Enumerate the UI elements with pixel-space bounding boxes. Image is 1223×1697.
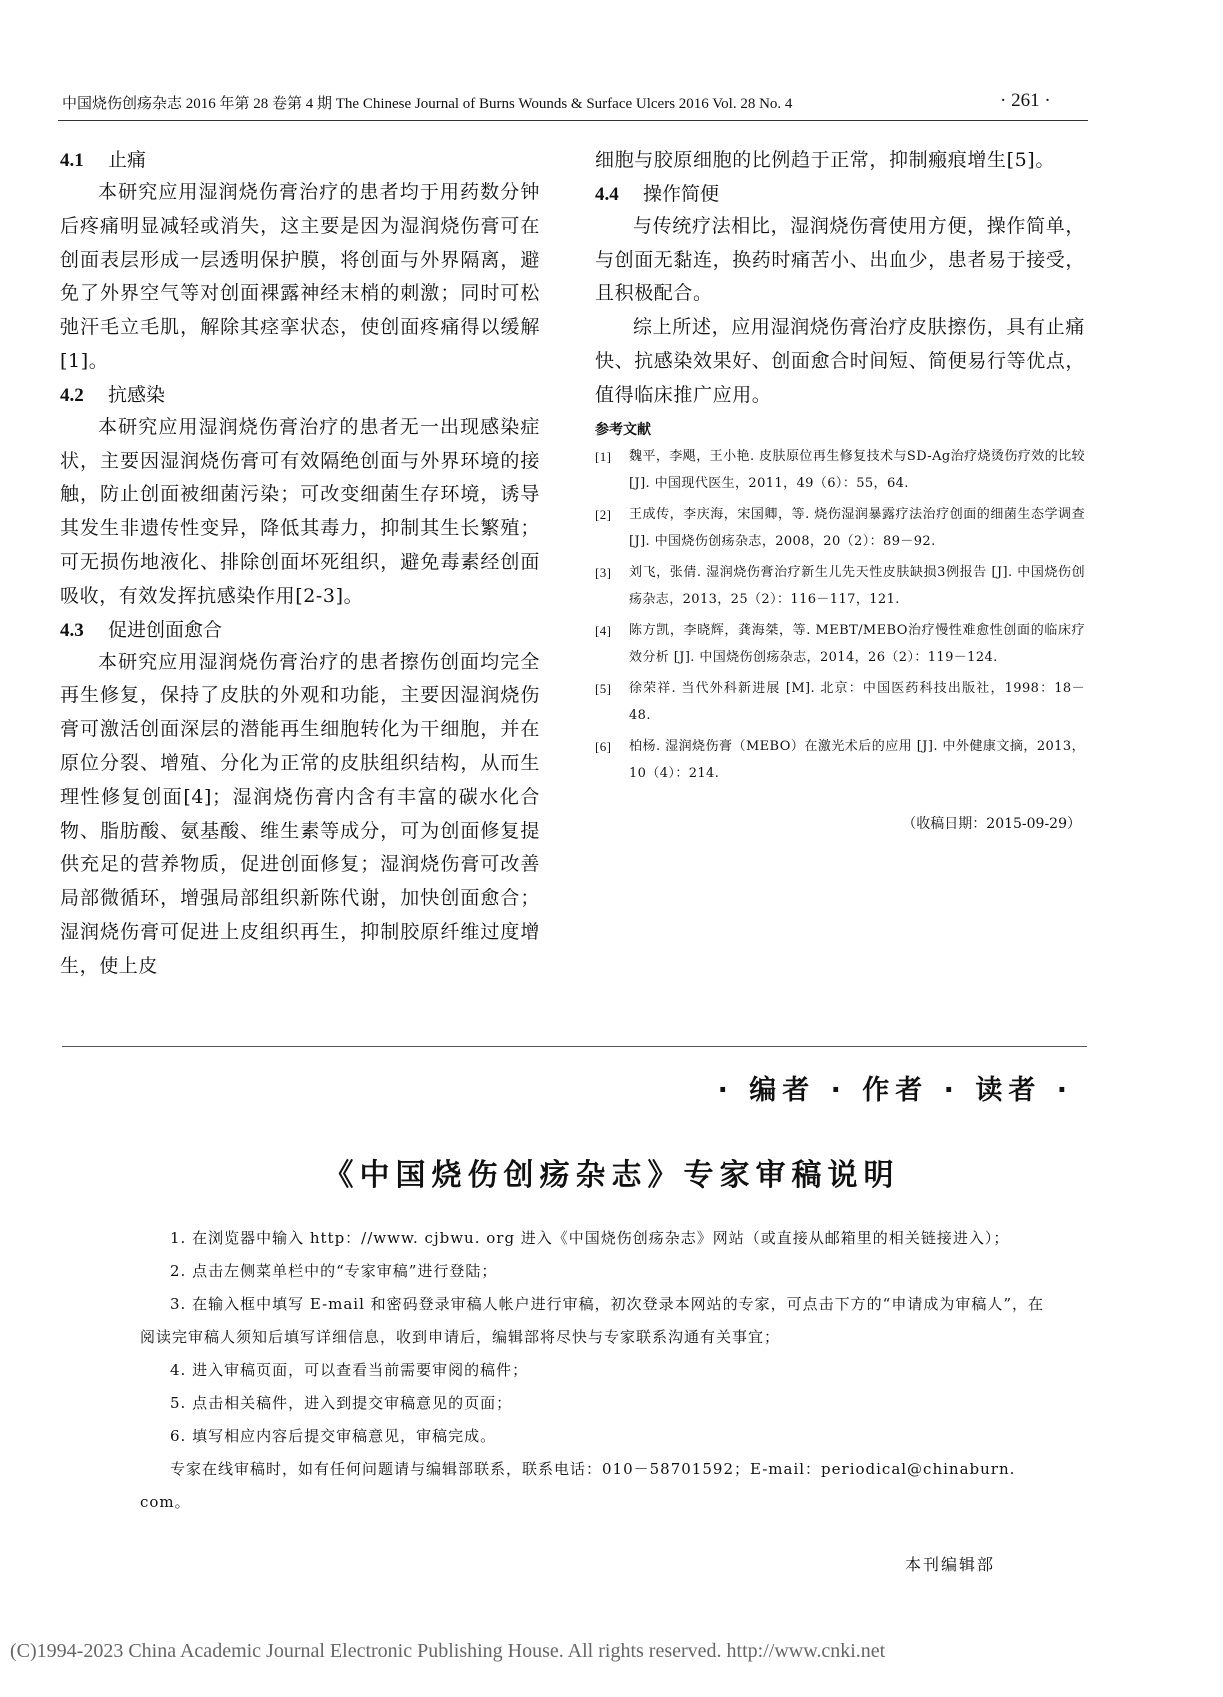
reference-text: 魏平，李飓，王小艳. 皮肤原位再生修复技术与SD-Ag治疗烧烫伤疗效的比较 [J]. 中国现代医生，2011，49（6）：55，64. [629,448,1085,491]
notice-step-1: 1. 在浏览器中输入 http：//www. cjbwu. org 进入《中国烧伤创疡杂志》网站（或直接从邮箱里的相关链接进入）； [170,1229,1010,1247]
reference-text: 陈方凯，李晓辉，龚海桀，等. MEBT/MEBO治疗慢性难愈性创面的临床疗效分析 [J]. 中国烧伤创疡杂志，2014，26（2）：119－124. [629,622,1085,665]
notice-contact: 专家在线审稿时，如有任何问题请与编辑部联系，联系电话：010－58701592；E-mail：periodical@chinaburn. com。 [140,1460,1016,1511]
reference-text: 刘飞，张倩. 湿润烧伤膏治疗新生儿先天性皮肤缺损3例报告 [J]. 中国烧伤创疡杂志，2013，25（2）：116－117，121. [629,564,1085,607]
notice-step-5: 5. 点击相关稿件，进入到提交审稿意见的页面； [170,1394,513,1412]
reference-number: [6] [595,738,612,754]
references-title: 参考文献 [595,421,651,438]
section-heading-4-2 [60,379,540,411]
section-title: 止痛 [108,149,147,171]
reference-item [595,501,1085,555]
reference-number: [5] [595,680,612,696]
section-number: 4.4 [595,183,619,205]
received-date: （收稿日期：2015-09-29） [902,815,1081,832]
section-title: 促进创面愈合 [108,618,223,641]
paragraph: 本研究应用湿润烧伤膏治疗的患者无一出现感染症状，主要因湿润烧伤膏可有效隔绝创面与外界环境的接触，防止创面被细菌污染；可改变细菌生存环境，诱导其发生非遗传性变异，降低其毒力，抑制其生长繁殖；可无损伤地液化、排除创面坏死组织，避免毒素经创面吸收，有效发挥抗感染作用[2-3]。 [60,415,540,607]
reference-number: [2] [595,506,612,522]
section-number: 4.1 [60,150,84,171]
editorial-signature: 本刊编辑部 [905,1555,996,1574]
paragraph: 与传统疗法相比，湿润烧伤膏使用方便，操作简单，与创面无黏连，换药时痛苦小、出血少，患者易于接受，且积极配合。 [595,214,1086,305]
reference-text: 徐荣祥. 当代外科新进展 [M]. 北京：中国医药科技出版社，1998：18－48. [629,680,1085,723]
paragraph-continued: 细胞与胶原细胞的比例趋于正常，抑制瘢痕增生[5]。 [595,149,1055,171]
reference-item [595,559,1085,613]
section-number: 4.3 [60,619,84,641]
notice-step-3: 3. 在输入框中填写 E-mail 和密码登录审稿人帐户进行审稿，初次登录本网站的专家，可点击下方的“申请成为审稿人”，在阅读完审稿人须知后填写详细信息，收到申请后，编辑部将尽快与专家联系沟通有关事宜； [140,1295,1045,1346]
reference-number: [1] [595,448,612,464]
notice-step-6: 6. 填写相应内容后提交审稿意见，审稿完成。 [170,1427,497,1445]
summary-paragraph: 综上所述，应用湿润烧伤膏治疗皮肤擦伤，具有止痛快、抗感染效果好、创面愈合时间短、简便易行等优点，值得临床推广应用。 [595,316,1086,406]
page-number: · 261 · [1000,90,1051,111]
section-title: 抗感染 [108,383,166,406]
left-column [60,144,540,984]
right-column [595,144,1085,833]
copyright-footer: (C)1994-2023 China Academic Journal Electronic Publishing House. All rights reserved. http://www.cnki.net [10,1640,886,1662]
column-tag: · 编者 · 作者 · 读者 · [717,1075,1073,1106]
notice-body [140,1222,1055,1519]
notice-title: 《中国烧伤创疡杂志》专家审稿说明 [323,1158,900,1193]
reference-list [595,443,1085,787]
section-heading-4-4 [595,178,1085,210]
section-divider [62,1046,1087,1047]
reference-item [595,443,1085,497]
reference-item [595,733,1085,787]
reference-item [595,675,1085,729]
reference-item [595,617,1085,671]
section-heading-4-1 [60,144,540,176]
notice-step-4: 4. 进入审稿页面，可以查看当前需要审阅的稿件； [170,1361,529,1379]
paragraph: 本研究应用湿润烧伤膏治疗的患者均于用药数分钟后疼痛明显减轻或消失，这主要是因为湿润烧伤膏可在创面表层形成一层透明保护膜，将创面与外界隔离，避免了外界空气等对创面裸露神经末梢的刺激；同时可松弛汗毛立毛肌，解除其痉挛状态，使创面疼痛得以缓解[1]。 [60,181,540,372]
reference-number: [3] [595,564,612,580]
header-rule [58,120,1088,121]
notice-step-2: 2. 点击左侧菜单栏中的“专家审稿”进行登陆； [170,1262,498,1280]
section-heading-4-3 [60,614,540,646]
section-number: 4.2 [60,384,84,406]
reference-number: [4] [595,622,612,638]
running-head: 中国烧伤创疡杂志 2016 年第 28 卷第 4 期 The Chinese Journal of Burns Wounds & Surface Ulcers 2016 Vol. 28 No. 4 [62,96,793,112]
section-title: 操作简便 [643,182,720,205]
reference-text: 王成传，李庆海，宋国卿，等. 烧伤湿润暴露疗法治疗创面的细菌生态学调查 [J]. 中国烧伤创疡杂志，2008，20（2）：89－92. [629,506,1085,549]
paragraph: 本研究应用湿润烧伤膏治疗的患者擦伤创面均完全再生修复，保持了皮肤的外观和功能，主要因湿润烧伤膏可激活创面深层的潜能再生细胞转化为干细胞，并在原位分裂、增殖、分化为正常的皮肤组织结构，从而生理性修复创面[4]；湿润烧伤膏内含有丰富的碳水化合物、脂肪酸、氨基酸、维生素等成分，可为创面修复提供充足的营养物质，促进创面修复；湿润烧伤膏可改善局部微循环，增强局部组织新陈代谢，加快创面愈合；湿润烧伤膏可促进上皮组织再生，抑制胶原纤维过度增生，使上皮 [60,650,540,977]
reference-text: 柏杨. 湿润烧伤膏（MEBO）在激光术后的应用 [J]. 中外健康文摘，2013，10（4）：214. [629,738,1085,781]
